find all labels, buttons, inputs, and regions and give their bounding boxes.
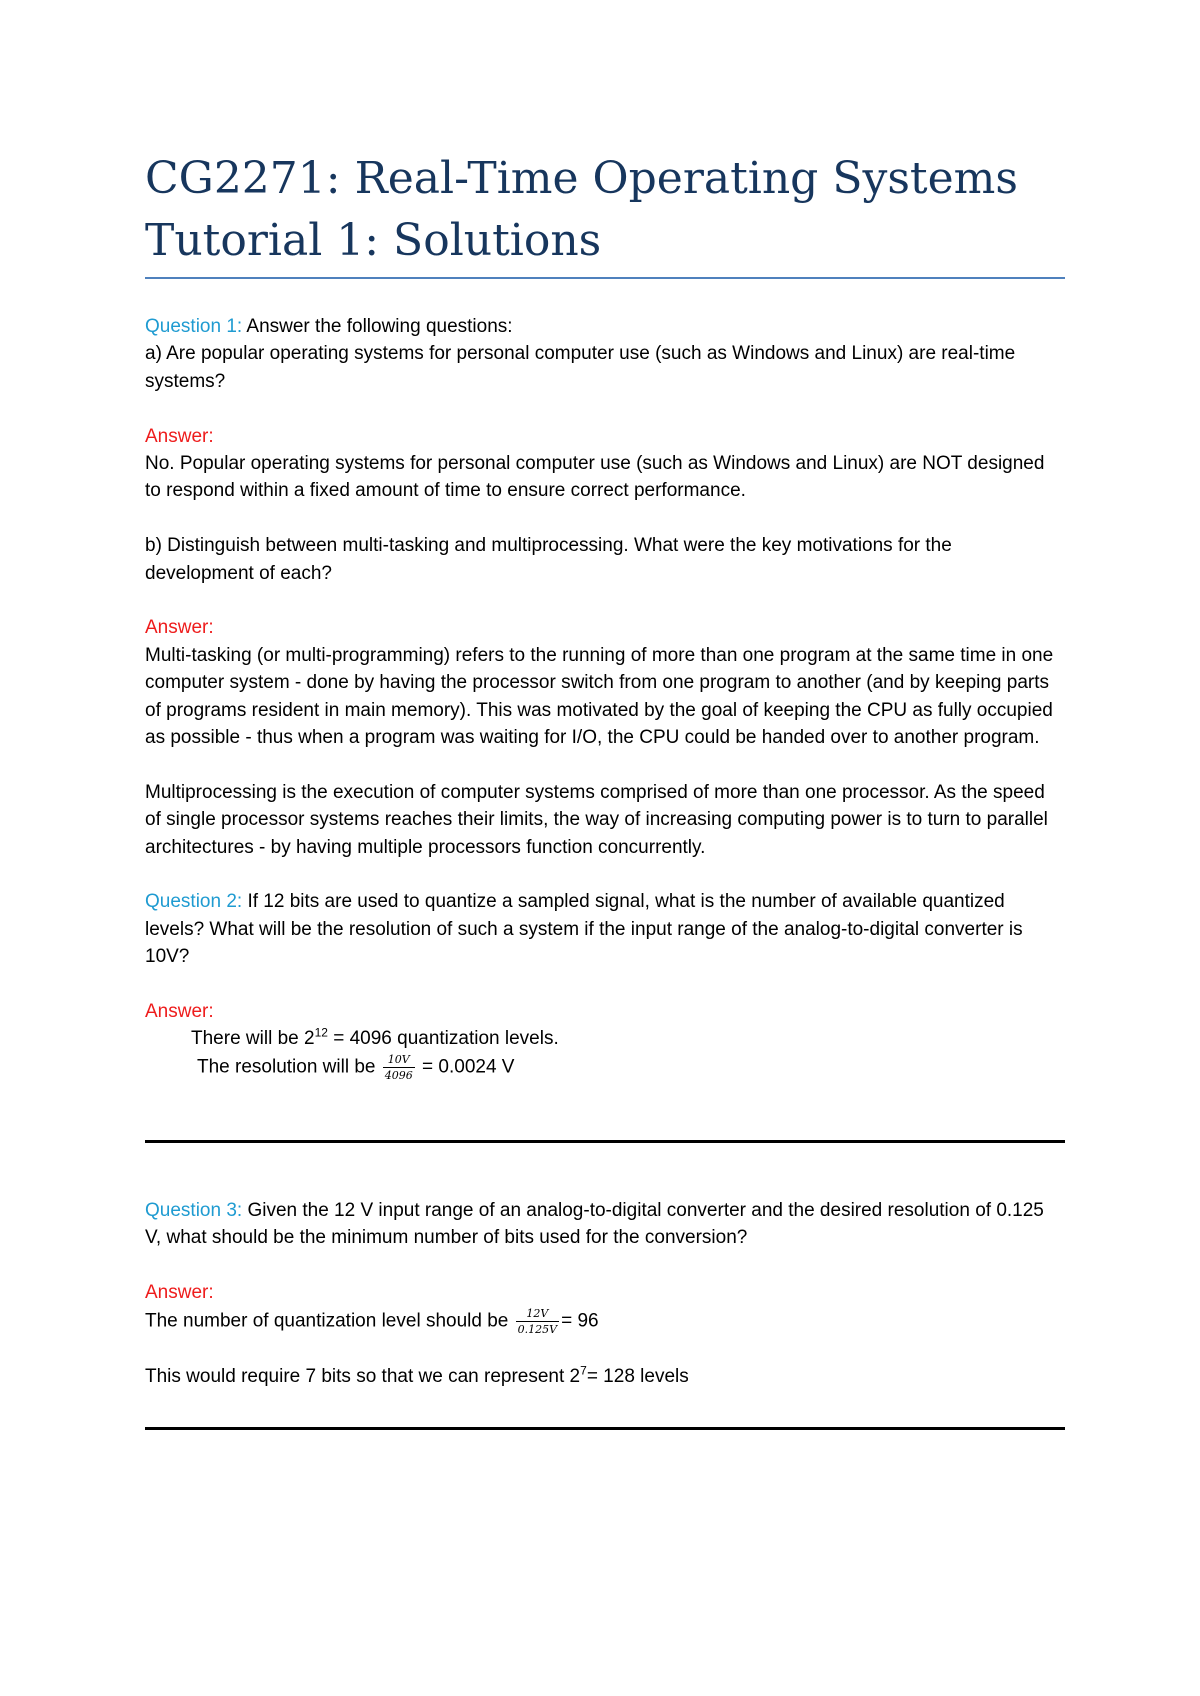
section-divider-2 bbox=[145, 1427, 1065, 1430]
answer-3-bits-pre: This would require 7 bits so that we can represent 2 bbox=[145, 1366, 581, 1387]
title-underline bbox=[145, 277, 1065, 279]
answer-3-levels-pre: The number of quantization level should be bbox=[145, 1310, 514, 1332]
question-3-text: Given the 12 V input range of an analog-to-digital converter and the desired resolution of 0.125 V, what should be the minimum number of bits used for the conversion? bbox=[145, 1200, 1044, 1249]
answer-3-levels-post: = 96 bbox=[561, 1310, 599, 1332]
answer-1b-paragraph-2: Multiprocessing is the execution of computer systems comprised of more than one processor. As the speed of single processor systems reaches their limits, the way of increasing computing power is to turn to parallel architectures - by having multiple processors function concurrently. bbox=[145, 781, 1048, 858]
answer-1a-text: No. Popular operating systems for personal computer use (such as Windows and Linux) are NOT designed to respond within a fixed amount of time to ensure correct performance. bbox=[145, 453, 1045, 502]
answer-3-fraction-numerator: 12V bbox=[516, 1307, 559, 1322]
answer-3-fraction-denominator: 0.125V bbox=[517, 1322, 558, 1336]
answer-2-fraction-denominator: 4096 bbox=[384, 1068, 413, 1082]
answer-2-fraction-numerator: 10V bbox=[383, 1053, 415, 1068]
answer-3-exponent: 7 bbox=[580, 1363, 587, 1378]
answer-3-levels bbox=[145, 1307, 1065, 1336]
answer-1b-paragraph-1: Multi-tasking (or multi-programming) refers to the running of more than one program at the same time in one computer system - done by having the processor switch from one program to another (and by keeping parts of programs resident in main memory). This was motivated by the goal of keeping the CPU as fully occupied as possible - thus when a program was waiting for I/O, the CPU could be handed over to another program. bbox=[145, 644, 1054, 749]
answer-1b-label: Answer: bbox=[145, 617, 214, 639]
answer-3-bits-post: = 128 levels bbox=[586, 1366, 689, 1387]
answer-2-levels-pre: There will be 2 bbox=[191, 1028, 315, 1050]
question-3-label: Question 3: bbox=[145, 1200, 243, 1221]
answer-2-levels bbox=[145, 1025, 1065, 1052]
section-divider-1 bbox=[145, 1140, 1065, 1143]
document-body-q3 bbox=[145, 1197, 1065, 1390]
answer-2-resolution-post: = 0.0024 V bbox=[416, 1056, 515, 1078]
question-1b-text: b) Distinguish between multi-tasking and multiprocessing. What were the key motivations for the development of each? bbox=[145, 535, 952, 584]
question-2-prompt bbox=[145, 888, 1065, 970]
answer-3-fraction bbox=[516, 1307, 559, 1336]
title-line-1: CG2271: Real-Time Operating Systems bbox=[145, 153, 1018, 204]
question-1a-text: a) Are popular operating systems for personal computer use (such as Windows and Linux) are real-time systems? bbox=[145, 343, 1016, 392]
document-title bbox=[145, 148, 1065, 272]
answer-2-label: Answer: bbox=[145, 1001, 214, 1023]
question-1-prompt bbox=[145, 313, 1065, 340]
answer-3-label: Answer: bbox=[145, 1282, 214, 1304]
answer-2-fraction bbox=[383, 1053, 415, 1082]
answer-2-resolution bbox=[145, 1053, 1065, 1082]
question-2-label: Question 2: bbox=[145, 891, 243, 913]
answer-3-bits bbox=[145, 1363, 1065, 1390]
question-1-label: Question 1: bbox=[145, 316, 243, 337]
question-2-text: If 12 bits are used to quantize a sampled signal, what is the number of available quantized levels? What will be the resolution of such a system if the input range of the analog-to-digital converter is 10V? bbox=[145, 891, 1023, 968]
answer-2-resolution-pre: The resolution will be bbox=[197, 1056, 381, 1078]
answer-2-levels-post: = 4096 quantization levels. bbox=[327, 1028, 559, 1050]
question-3-prompt bbox=[145, 1197, 1065, 1252]
answer-1a-label: Answer: bbox=[145, 425, 214, 447]
document-body bbox=[145, 313, 1065, 1082]
title-line-2: Tutorial 1: Solutions bbox=[145, 215, 602, 266]
answer-2-exponent: 12 bbox=[314, 1026, 328, 1041]
question-1-text: Answer the following questions: bbox=[242, 316, 513, 337]
